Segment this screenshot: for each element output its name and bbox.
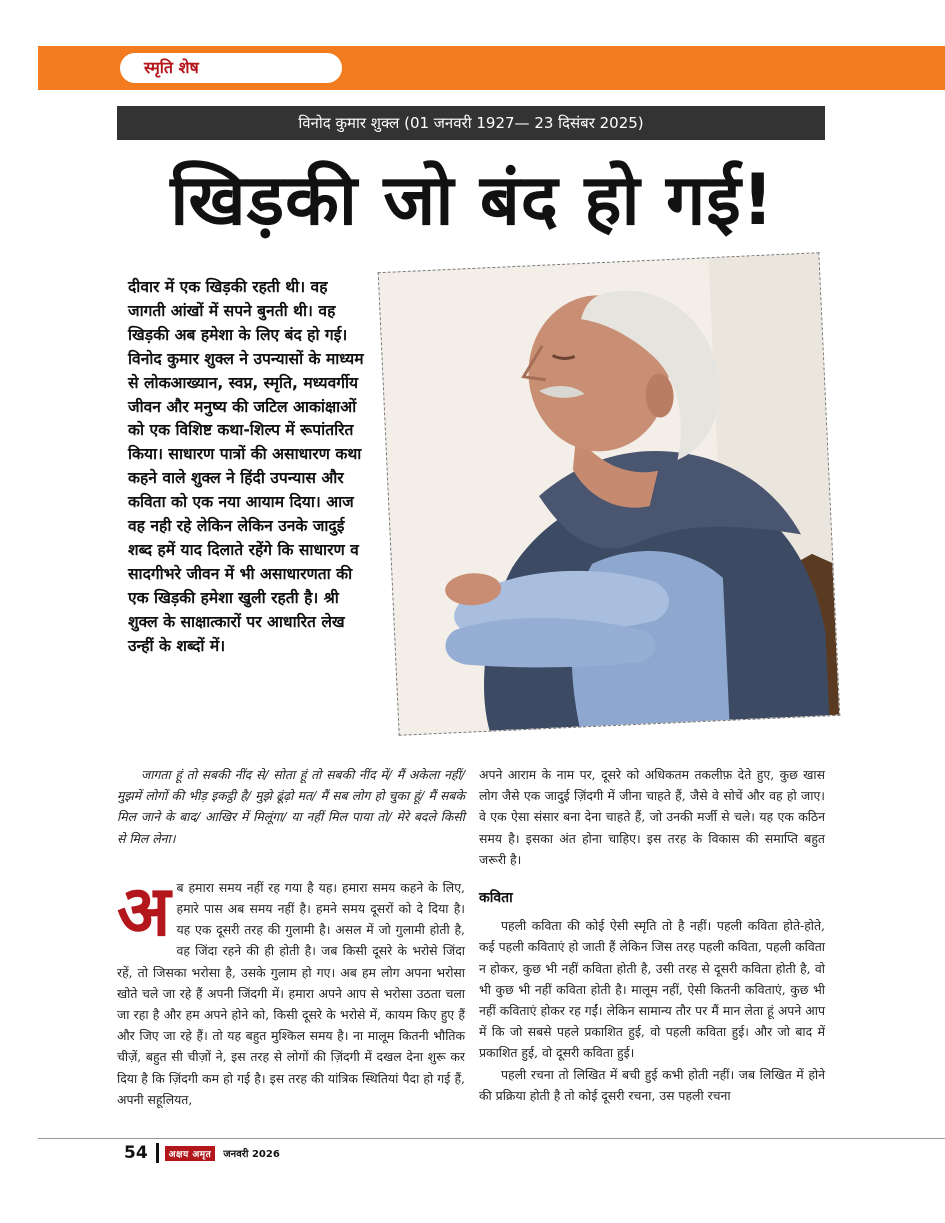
section-label: स्मृति शेष [120, 53, 342, 83]
intro-text: दीवार में एक खिड़की रहती थी। वह जागती आंखों में सपने बुनती थी। वह खिड़की अब हमेशा के लिए बंद हो गई। विनोद कुमार शुक्ल ने उपन्यासों के माध्यम से लोकआख्यान, स्वप्न, स्मृति, मध्यवर्गीय जीवन और मनुष्य की जटिल आकांक्षाओं को एक विशिष्ट कथा-शिल्प में रूपांतरित किया। साधारण पात्रों की असाधारण कथा कहने वाले शुक्ल ने हिंदी उपन्यास और कविता को एक नया आयाम दिया। आज वह नही रहे लेकिन लेकिन उनके जादुई शब्द हमें याद दिलाते रहेंगे कि साधारण व सादगीभरे जीवन में भी असाधारणता की एक खिड़की हमेशा खुली रहती है। श्री शुक्ल के साक्षात्कारों पर आधारित लेख उन्हीं के शब्दों में। [128, 278, 364, 655]
headline: खिड़की जो बंद हो गई! [170, 159, 775, 241]
section-subheading: कविता [479, 890, 513, 907]
byline-bar: विनोद कुमार शुक्ल (01 जनवरी 1927— 23 दिसंबर 2025) [117, 106, 825, 140]
article-paragraph-1: ब हमारा समय नहीं रह गया है यह। हमारा समय कहने के लिए, हमारे पास अब समय नहीं है। हमने समय दूसरों को दे दिया है। यह एक दूसरी तरह की गुलामी है। असल में जो गुलामी होती है, वह जिंदा रहने की ही होती है। जब किसी दूसरे के भरोसे जिंदा रहें, तो जिसका भरोसा है, उसके गुलाम हो गए। अब हम लोग अपना भरोसा खोते चले जा रहे हैं अपनी जिंदगी में। हमारा अपने आप से भरोसा उठता चला जा रहा है और हम अपने होने को, किसी दूसरे के भरोसे में, कायम किए हुए हैं और जिए जा रहे हैं। तो यह बहुत मुश्किल समय है। ना मालूम कितनी भौतिक चीज़ें, बहुत सी चीज़ों ने, इस तरह से लोगों की ज़िंदगी में दखल देना शुरू कर दिया है कि ज़िंदगी कम हो गई है। इस तरह की यांत्रिक स्थितियां पैदा हो गई हैं, अपनी सहूलियत, [117, 879, 465, 1107]
page-number: 54 [124, 1143, 148, 1163]
article-column-left [117, 764, 465, 1110]
page-footer [124, 1143, 280, 1163]
footer-separator [156, 1143, 159, 1163]
article-paragraph-4: पहली रचना तो लिखित में बची हुई कभी होती नहीं। जब लिखित में होने की प्रक्रिया होती है तो कोई दूसरी रचना, उस पहली रचना [479, 1066, 825, 1103]
issue-date: जनवरी 2026 [223, 1149, 280, 1160]
portrait-illustration [379, 253, 840, 734]
article-paragraph-2: अपने आराम के नाम पर, दूसरे को अधिकतम तकलीफ़ देते हुए, कुछ खास लोग जैसे एक जादुई ज़िंदगी में जीना चाहते हैं, जैसे वे सोचें और वह हो जाए। वे एक ऐसा संसार बना देना चाहते हैं, जो उनकी मर्जी से चले। यह एक कठिन समय है। इसका अंत होना चाहिए। इस तरह के विकास की समाप्ति बहुत जरूरी है। [479, 767, 825, 867]
poem-quote: जागता हूं तो सबकी नींद से/ सोता हूं तो सबकी नींद में/ मैं अकेला नहीं/ मुझमें लोगों की भीड़ इकट्ठी है/ मुझे ढूंढ़ो मत/ मैं सब लोग हो चुका हूं/ मैं सबके मिल जाने के बाद/ आखिर में मिलूंगा/ या नहीं मिल पाया तो/ मेरे बदले किसी से मिल लेना। [117, 767, 465, 846]
article-paragraph-3: पहली कविता की कोई ऐसी स्मृति तो है नहीं। पहली कविता होते-होते, कई पहली कविताएं हो जाती हैं लेकिन जिस तरह पहली कविता, पहली कविता न होकर, कुछ भी नहीं कविता होती है, उसी तरह से दूसरी कविता होती है, वो भी कुछ भी नहीं कविता होती है। मालूम नहीं, ऐसी कितनी कविताएं, कुछ भी नहीं कविताएं होकर रह गईं। लेकिन सामान्य तौर पर मैं मान लेता हूं अपने आप में कि जो सबसे पहले प्रकाशित हुई, वो पहली कविता हुई। और जो बाद में प्रकाशित हुई, वो दूसरी कविता हुई। [479, 918, 825, 1061]
magazine-logo: अक्षय अमृत [165, 1146, 216, 1161]
drop-cap: अ [117, 869, 171, 952]
footer-divider [38, 1138, 945, 1139]
author-photo [378, 252, 841, 736]
article-column-right [479, 764, 825, 1106]
